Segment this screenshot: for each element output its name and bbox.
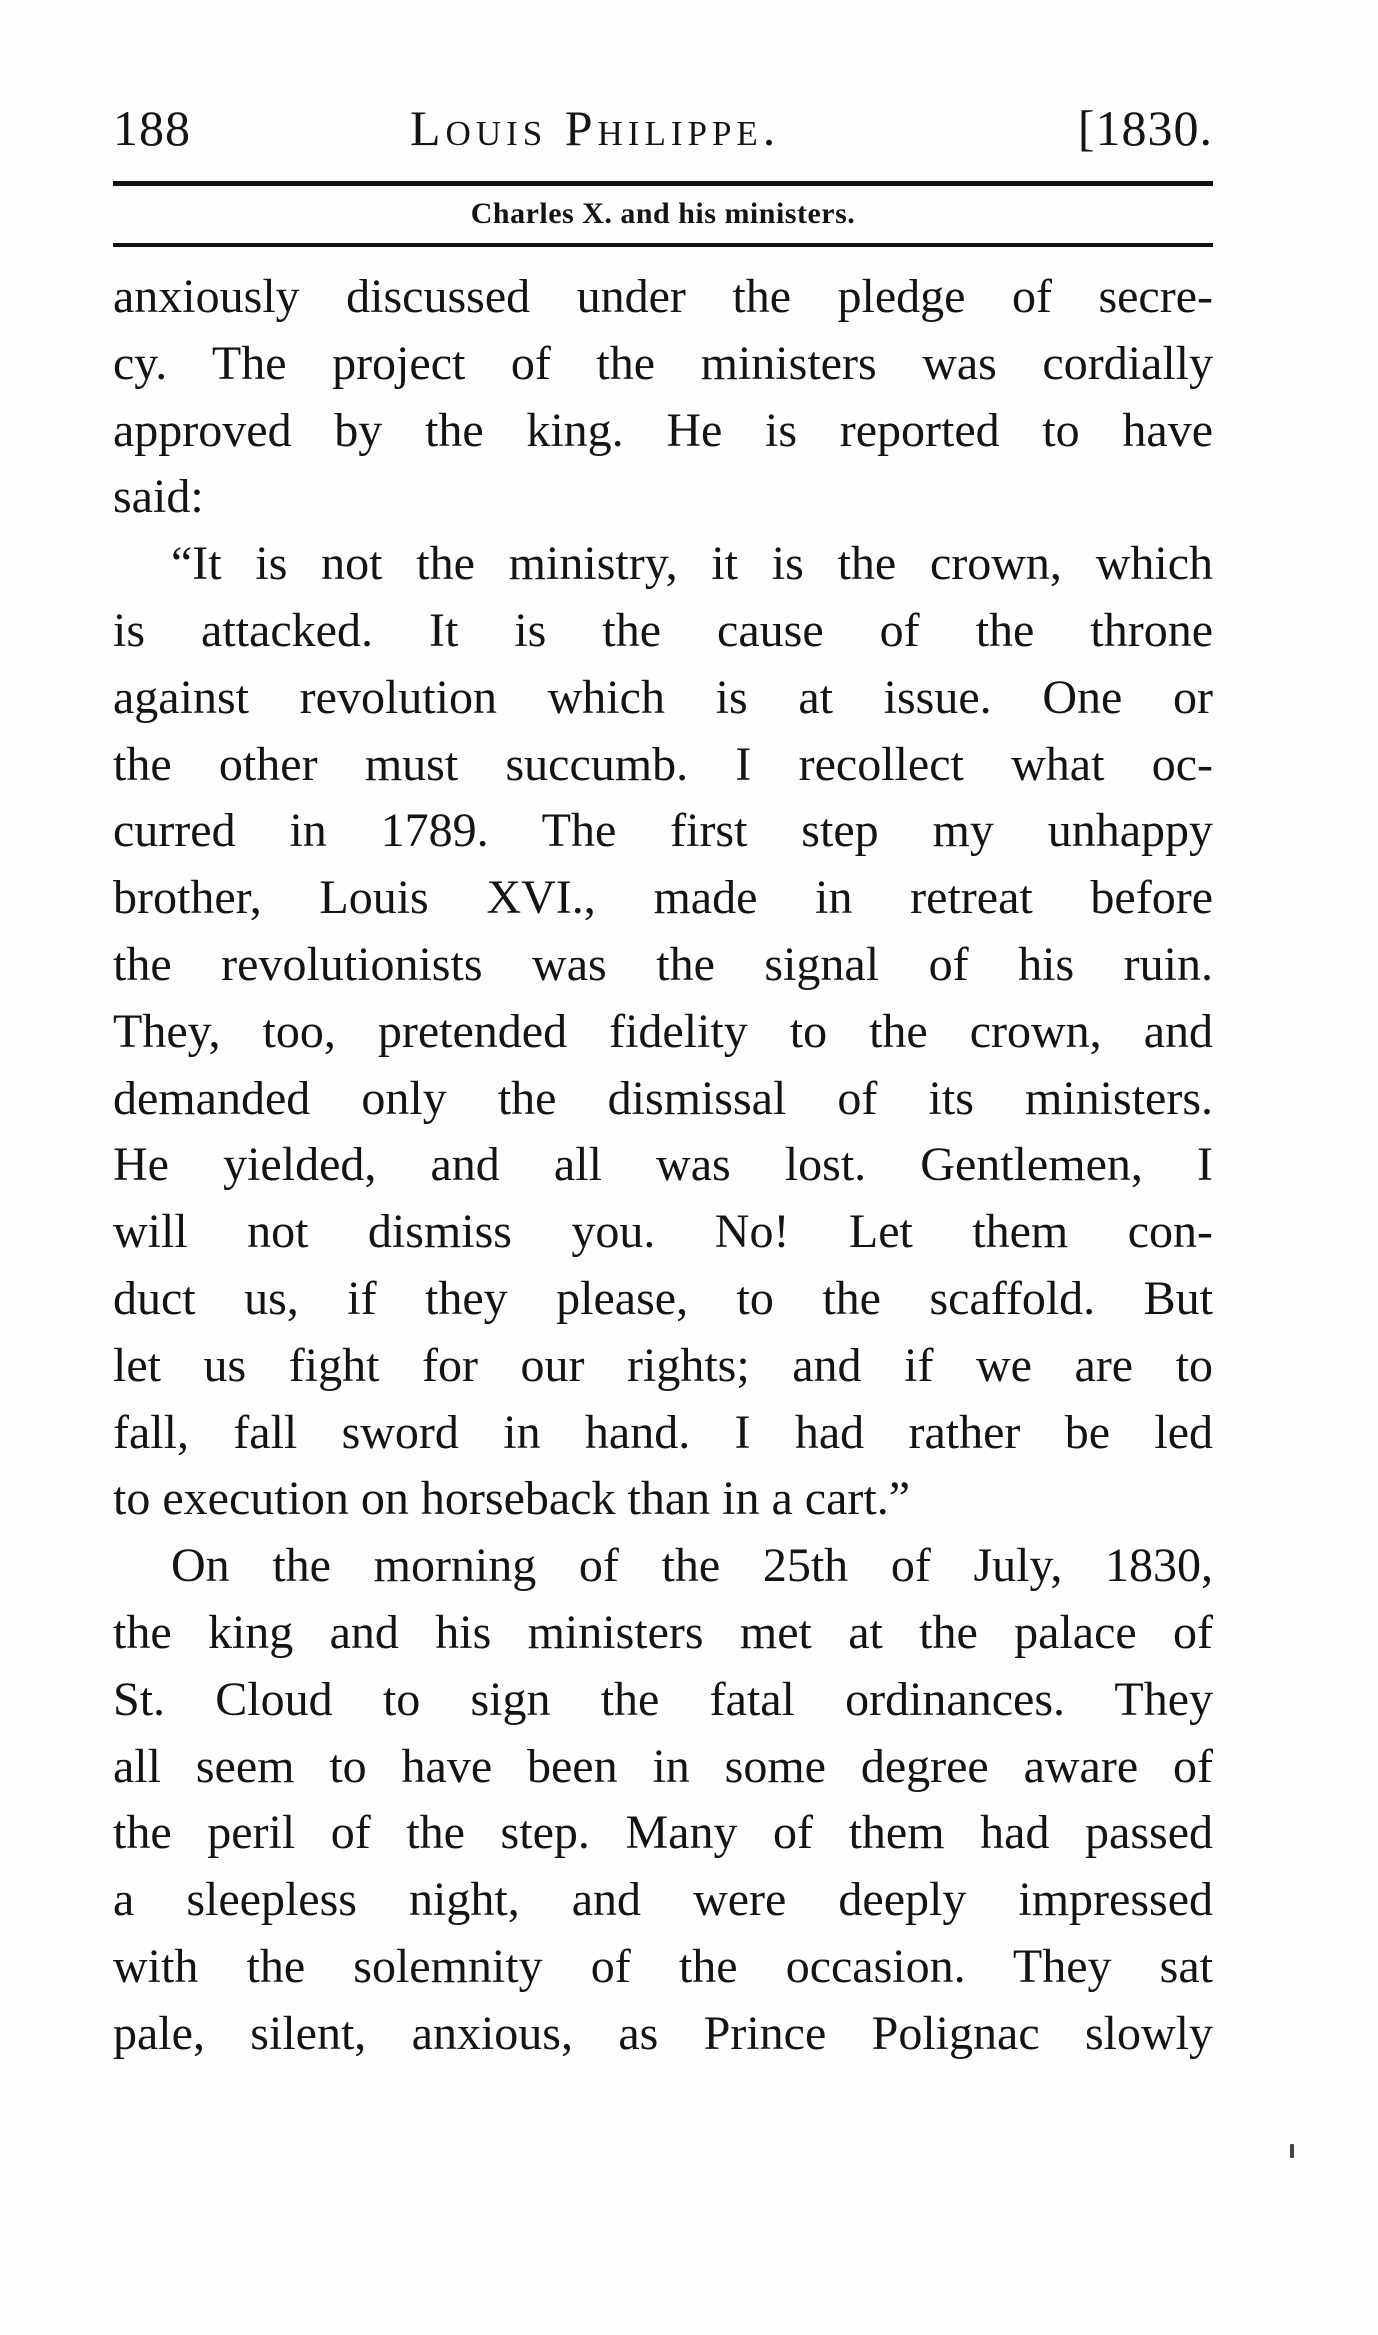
text-line: He yielded, and all was lost. Gentlemen, I — [113, 1138, 1213, 1192]
text-line: approved by the king. He is reported to have — [113, 403, 1213, 457]
text-line: all seem to have been in some degree aware of — [113, 1739, 1213, 1793]
text-line: a sleepless night, and were deeply impressed — [113, 1873, 1213, 1927]
year-marker: [1830. — [1077, 100, 1213, 156]
text-line: curred in 1789. The first step my unhappy — [113, 804, 1213, 858]
running-head — [113, 92, 1213, 164]
text-line: against revolution which is at issue. One or — [113, 670, 1213, 724]
header-rule-bottom — [113, 243, 1213, 247]
text-line: to execution on horseback than in a cart.” — [113, 1472, 911, 1526]
text-line: the peril of the step. Many of them had passed — [113, 1806, 1213, 1860]
text-line: cy. The project of the ministers was cordially — [113, 336, 1213, 390]
header-rule-top — [113, 181, 1213, 186]
text-line: said: — [113, 470, 204, 524]
text-line: St. Cloud to sign the fatal ordinances. They — [113, 1672, 1213, 1726]
margin-speck — [1290, 2144, 1294, 2158]
text-line: let us fight for our rights; and if we are to — [113, 1338, 1213, 1392]
text-line: the revolutionists was the signal of his ruin. — [113, 937, 1213, 991]
text-line: will not dismiss you. No! Let them con- — [113, 1205, 1213, 1259]
text-line: demanded only the dismissal of its ministers. — [113, 1071, 1213, 1125]
text-line: pale, silent, anxious, as Prince Polignac slowly — [113, 2006, 1213, 2060]
text-line: is attacked. It is the cause of the throne — [113, 603, 1213, 657]
text-line: anxiously discussed under the pledge of secre- — [113, 270, 1213, 323]
book-title: Louis Philippe. — [410, 100, 781, 156]
page-number: 188 — [113, 100, 191, 156]
text-line: They, too, pretended fidelity to the crown, and — [113, 1004, 1213, 1058]
text-line: with the solemnity of the occasion. They sat — [113, 1939, 1213, 1993]
text-line: “It is not the ministry, it is the crown, which — [171, 537, 1213, 591]
text-line: On the morning of the 25th of July, 1830, — [171, 1539, 1213, 1593]
text-line: the other must succumb. I recollect what oc- — [113, 737, 1213, 791]
chapter-subheading: Charles X. and his ministers. — [470, 197, 856, 230]
text-line: brother, Louis XVI., made in retreat before — [113, 871, 1213, 925]
body-text — [113, 264, 1213, 2068]
text-line: the king and his ministers met at the palace of — [113, 1605, 1213, 1659]
text-line: fall, fall sword in hand. I had rather be led — [113, 1405, 1213, 1459]
text-line: duct us, if they please, to the scaffold. But — [113, 1271, 1213, 1325]
